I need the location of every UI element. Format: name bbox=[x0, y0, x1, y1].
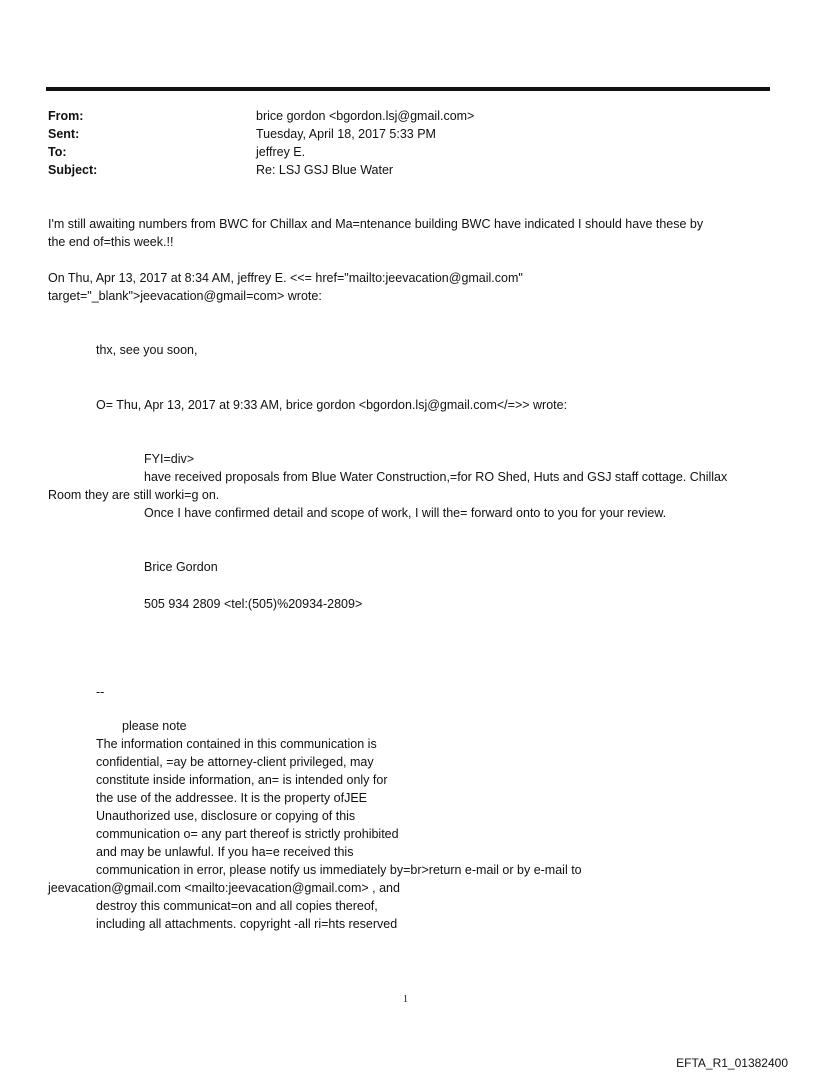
from-value: brice gordon <bgordon.lsj@gmail.com> bbox=[256, 109, 475, 123]
disclaimer-line: Unauthorized use, disclosure or copying of this bbox=[96, 809, 356, 823]
disclaimer-line: jeevacation@gmail.com <mailto:jeevacation@gmail.com> , and bbox=[48, 881, 400, 895]
signature-phone: 505 934 2809 <tel:(505)%20934-2809> bbox=[144, 597, 363, 611]
sent-value: Tuesday, April 18, 2017 5:33 PM bbox=[256, 127, 436, 141]
quote-header: On Thu, Apr 13, 2017 at 8:34 AM, jeffrey E. <<= href="mailto:jeevacation@gmail.com" bbox=[48, 271, 523, 285]
quote-header: O= Thu, Apr 13, 2017 at 9:33 AM, brice gordon <bgordon.lsj@gmail.com</=>> wrote: bbox=[96, 398, 568, 412]
signature-name: Brice Gordon bbox=[144, 560, 218, 574]
disclaimer-line: and may be unlawful. If you ha=e received this bbox=[96, 845, 354, 859]
disclaimer-line: The information contained in this communication is bbox=[96, 737, 377, 751]
note-title: please note bbox=[122, 719, 187, 733]
body-line: the end of=this week.!! bbox=[48, 235, 174, 249]
subject-label: Subject: bbox=[48, 163, 98, 177]
reply-text: thx, see you soon, bbox=[96, 343, 198, 357]
disclaimer-line: communication in error, please notify us immediately by=br>return e-mail or by e-mail to bbox=[96, 863, 582, 877]
sent-label: Sent: bbox=[48, 127, 80, 141]
document-id: EFTA_R1_01382400 bbox=[676, 1056, 788, 1070]
quote-header: target="_blank">jeevacation@gmail=com> wrote: bbox=[48, 289, 322, 303]
body-line: Room they are still worki=g on. bbox=[48, 488, 220, 502]
separator-dashes: -- bbox=[96, 685, 105, 699]
to-label: To: bbox=[48, 145, 67, 159]
body-line: Once I have confirmed detail and scope of work, I will the= forward onto to you for your review. bbox=[144, 506, 667, 520]
disclaimer-line: constitute inside information, an= is intended only for bbox=[96, 773, 388, 787]
disclaimer-line: destroy this communicat=on and all copies thereof, bbox=[96, 899, 378, 913]
body-line: I'm still awaiting numbers from BWC for Chillax and Ma=ntenance building BWC have indicated I should have these by bbox=[48, 217, 704, 231]
disclaimer-line: confidential, =ay be attorney-client privileged, may bbox=[96, 755, 374, 769]
page-number: 1 bbox=[403, 994, 408, 1005]
to-value: jeffrey E. bbox=[256, 145, 306, 159]
body-line: FYI=div> bbox=[144, 452, 195, 466]
body-line: have received proposals from Blue Water Construction,=for RO Shed, Huts and GSJ staff cottage. Chillax bbox=[144, 470, 728, 484]
subject-value: Re: LSJ GSJ Blue Water bbox=[256, 163, 394, 177]
from-label: From: bbox=[48, 109, 84, 123]
header-divider bbox=[46, 87, 770, 91]
disclaimer-line: the use of the addressee. It is the property ofJEE bbox=[96, 791, 367, 805]
disclaimer-line: including all attachments. copyright -all ri=hts reserved bbox=[96, 917, 398, 931]
disclaimer-line: communication o= any part thereof is strictly prohibited bbox=[96, 827, 399, 841]
